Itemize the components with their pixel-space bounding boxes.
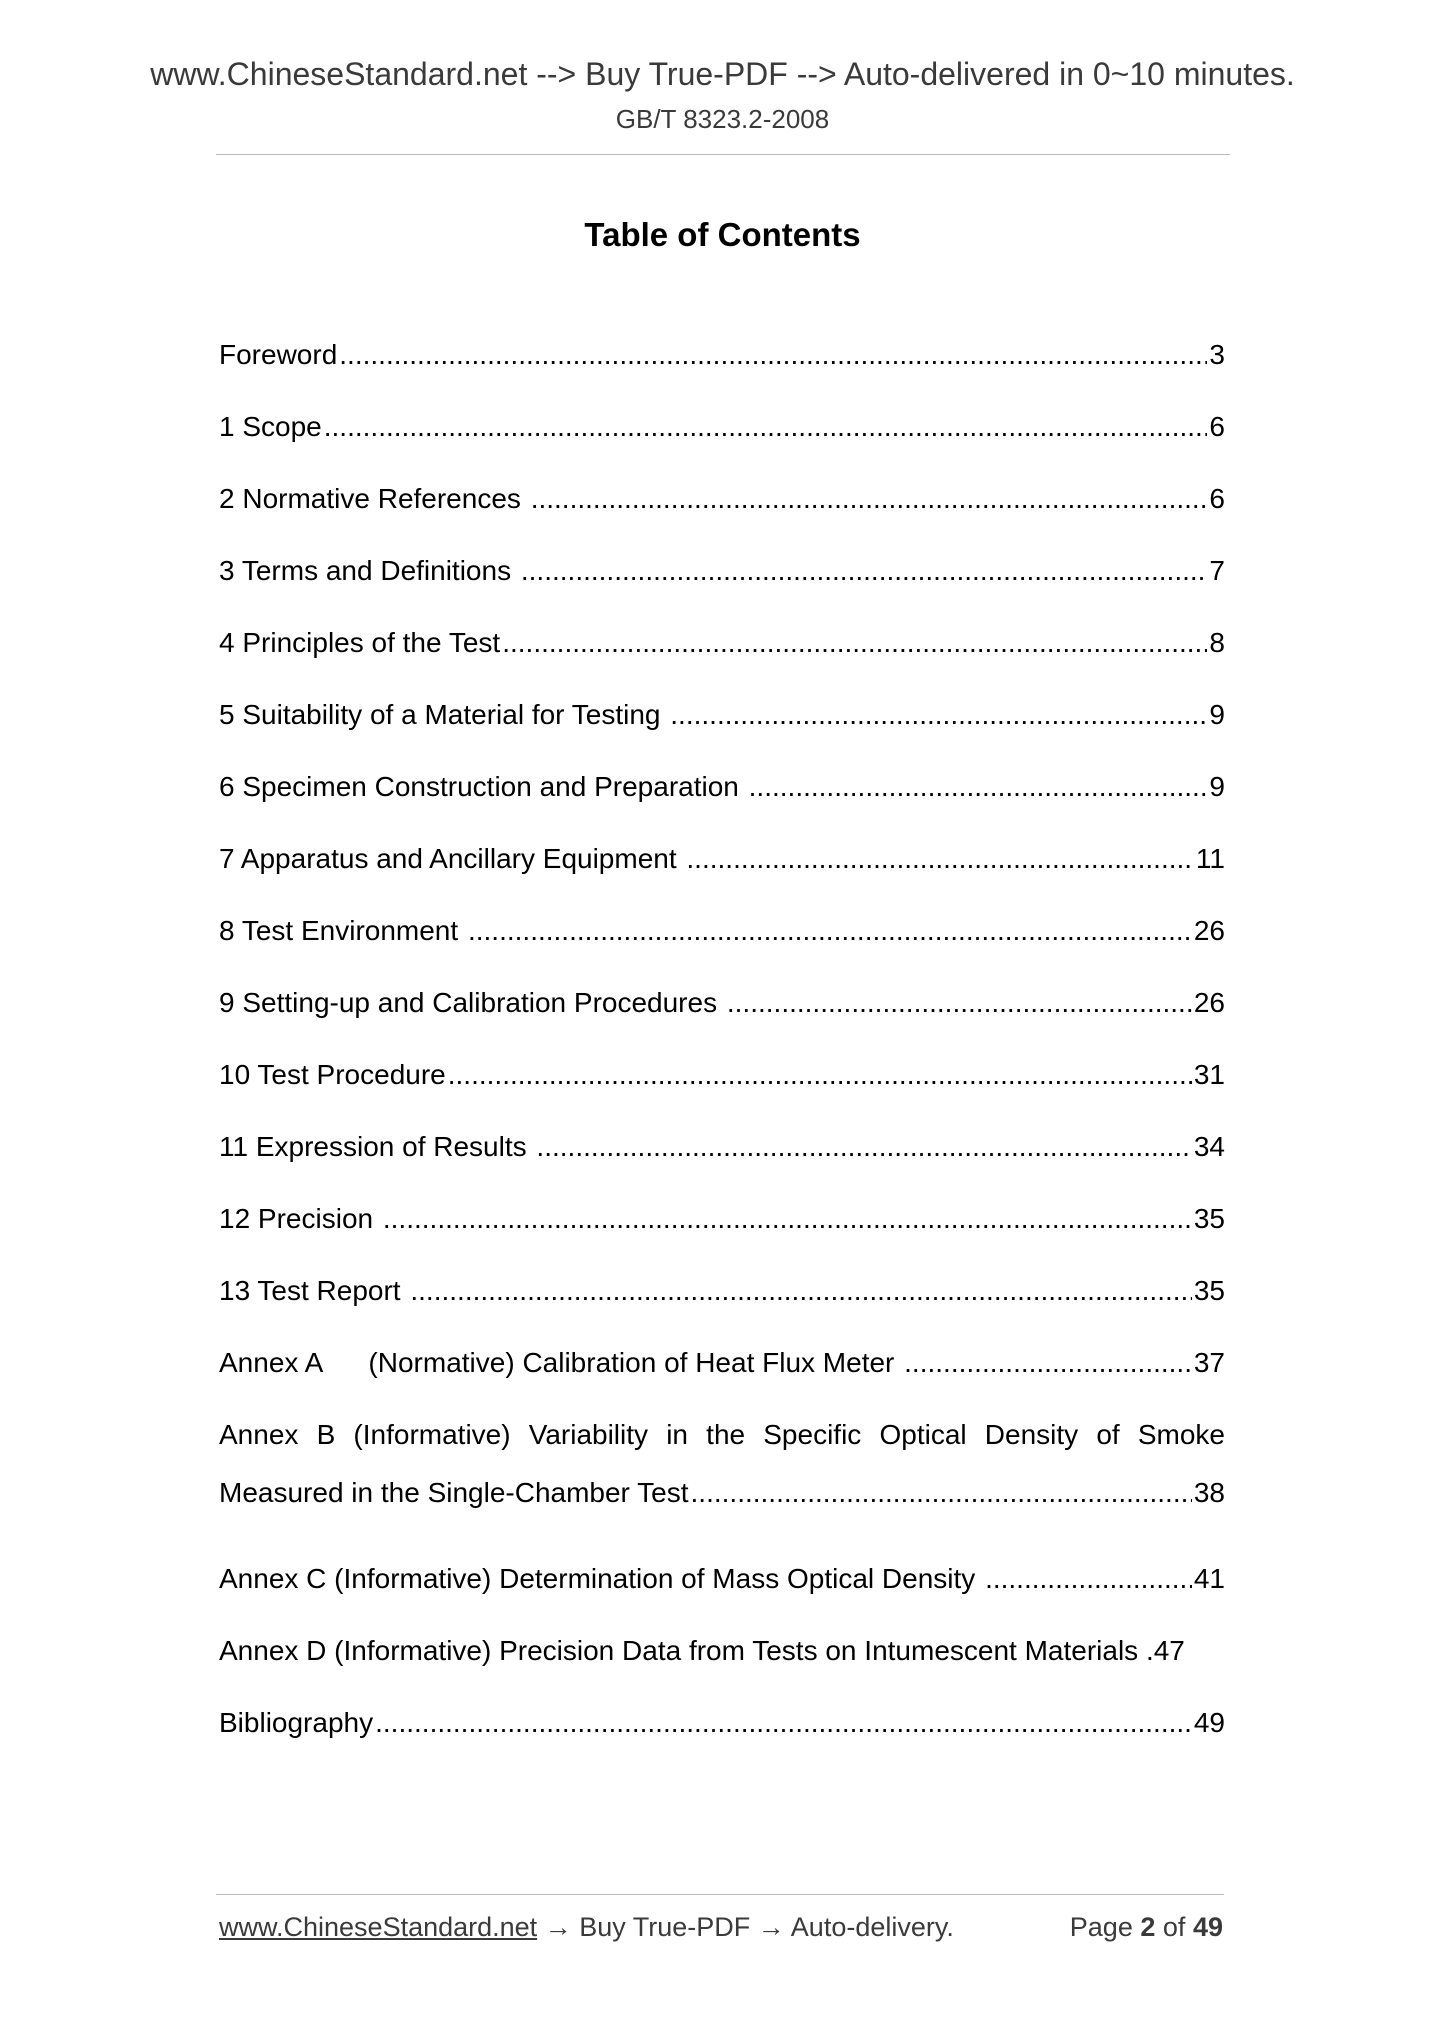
toc-entry-apparatus[interactable] — [219, 839, 1225, 911]
toc-title: Table of Contents — [584, 216, 861, 253]
toc-dot-leader — [727, 983, 1192, 1023]
table-of-contents — [219, 335, 1225, 1775]
toc-entry-page: 35 — [1193, 1203, 1225, 1234]
toc-entry-page: 34 — [1193, 1131, 1225, 1162]
toc-dot-leader — [502, 623, 1207, 663]
toc-entry-page: 7 — [1209, 555, 1225, 586]
toc-dot-leader — [324, 407, 1208, 447]
toc-entry-label: Annex A (Normative) Calibration of Heat Flux Meter — [219, 1347, 903, 1378]
footer-promo — [219, 1912, 954, 1943]
toc-entry-label: Bibliography — [219, 1707, 374, 1738]
footer-site-link[interactable]: www.ChineseStandard.net — [219, 1912, 538, 1942]
page-word: Page — [1069, 1912, 1133, 1942]
header-standard-code: GB/T 8323.2-2008 — [615, 104, 830, 134]
toc-entry-label: 2 Normative References — [219, 483, 529, 514]
toc-dot-leader — [468, 911, 1192, 951]
toc-entry-label: Foreword — [219, 339, 338, 370]
footer-delivery-text: Auto-delivery. — [790, 1912, 954, 1942]
toc-entry-suitability[interactable] — [219, 695, 1225, 767]
footer-divider — [216, 1894, 1224, 1895]
toc-entry-annex-d[interactable] — [219, 1631, 1225, 1703]
toc-dot-leader — [904, 1343, 1192, 1383]
toc-dot-leader — [686, 839, 1194, 879]
toc-entry-label: Annex C (Informative) Determination of Mass Optical Density — [219, 1563, 984, 1594]
toc-entry-page: 26 — [1193, 915, 1225, 946]
toc-dot-leader — [536, 1127, 1191, 1167]
toc-dot-leader — [670, 695, 1207, 735]
toc-entry-label: 7 Apparatus and Ancillary Equipment — [219, 843, 685, 874]
toc-entry-label: 3 Terms and Definitions — [219, 555, 519, 586]
toc-dot-leader — [691, 1473, 1192, 1513]
toc-dot-leader — [339, 335, 1207, 375]
toc-entry-foreword[interactable] — [219, 335, 1225, 407]
toc-entry-principles[interactable] — [219, 623, 1225, 695]
toc-dot-leader — [383, 1199, 1192, 1239]
header-divider — [216, 154, 1230, 155]
toc-entry-specimen[interactable] — [219, 767, 1225, 839]
toc-entry-page: 31 — [1193, 1059, 1225, 1090]
toc-entry-page: 41 — [1193, 1563, 1225, 1594]
toc-dot-leader — [521, 551, 1208, 591]
footer-buy-text: Buy True-PDF — [579, 1912, 751, 1942]
toc-dot-leader — [448, 1055, 1192, 1095]
toc-entry-test-environment[interactable] — [219, 911, 1225, 983]
toc-entry-page: .47 — [1145, 1635, 1185, 1666]
toc-entry-label: Annex D (Informative) Precision Data from Tests on Intumescent Materials — [219, 1635, 1146, 1666]
toc-entry-annex-b[interactable] — [219, 1415, 1225, 1559]
toc-entry-annex-c[interactable] — [219, 1559, 1225, 1631]
toc-entry-label: 9 Setting-up and Calibration Procedures — [219, 987, 725, 1018]
toc-entry-test-report[interactable] — [219, 1271, 1225, 1343]
toc-entry-page: 26 — [1193, 987, 1225, 1018]
toc-entry-page: 3 — [1209, 339, 1225, 370]
toc-entry-expression-results[interactable] — [219, 1127, 1225, 1199]
toc-dot-leader — [410, 1271, 1191, 1311]
toc-dot-leader — [375, 1703, 1192, 1743]
toc-entry-precision[interactable] — [219, 1199, 1225, 1271]
arrow-icon: → — [544, 1912, 572, 1942]
header-promo-text: www.ChineseStandard.net --> Buy True-PDF --> Auto-delivered in 0~10 minutes. — [150, 56, 1295, 92]
toc-entry-annex-a[interactable] — [219, 1343, 1225, 1415]
toc-entry-test-procedure[interactable] — [219, 1055, 1225, 1127]
toc-entry-page: 49 — [1193, 1707, 1225, 1738]
toc-entry-page: 9 — [1209, 771, 1225, 802]
toc-dot-leader — [749, 767, 1208, 807]
toc-entry-page: 8 — [1209, 627, 1225, 658]
toc-entry-label: 4 Principles of the Test — [219, 627, 501, 658]
page-current: 2 — [1140, 1912, 1156, 1942]
footer-page-info — [1070, 1912, 1223, 1943]
toc-entry-label: 6 Specimen Construction and Preparation — [219, 771, 747, 802]
toc-entry-label: 12 Precision — [219, 1203, 381, 1234]
page-footer — [219, 1912, 1223, 1943]
toc-entry-page: 6 — [1209, 411, 1225, 442]
toc-entry-label: 11 Expression of Results — [219, 1131, 535, 1162]
toc-entry-label-line2: Measured in the Single-Chamber Test — [219, 1477, 689, 1508]
toc-dot-leader — [985, 1559, 1192, 1599]
toc-entry-page: 38 — [1193, 1477, 1225, 1508]
toc-entry-page: 37 — [1193, 1347, 1225, 1378]
toc-entry-page: 6 — [1209, 483, 1225, 514]
toc-entry-label: 13 Test Report — [219, 1275, 409, 1306]
toc-entry-page: 9 — [1209, 699, 1225, 730]
arrow-icon: → — [757, 1912, 785, 1942]
toc-entry-setup-calibration[interactable] — [219, 983, 1225, 1055]
toc-entry-bibliography[interactable] — [219, 1703, 1225, 1775]
toc-entry-page: 11 — [1195, 843, 1225, 874]
toc-entry-label: 10 Test Procedure — [219, 1059, 446, 1090]
toc-dot-leader — [531, 479, 1208, 519]
toc-entry-scope[interactable] — [219, 407, 1225, 479]
of-word: of — [1162, 1912, 1186, 1942]
toc-entry-label: 1 Scope — [219, 411, 322, 442]
toc-entry-terms-definitions[interactable] — [219, 551, 1225, 623]
toc-entry-label: 5 Suitability of a Material for Testing — [219, 699, 669, 730]
page-total: 49 — [1192, 1912, 1223, 1942]
toc-entry-label-line1: Annex B (Informative) Variability in the Specific Optical Density of Smoke — [219, 1419, 1225, 1450]
toc-entry-normative-references[interactable] — [219, 479, 1225, 551]
toc-entry-label: 8 Test Environment — [219, 915, 466, 946]
toc-entry-page: 35 — [1193, 1275, 1225, 1306]
